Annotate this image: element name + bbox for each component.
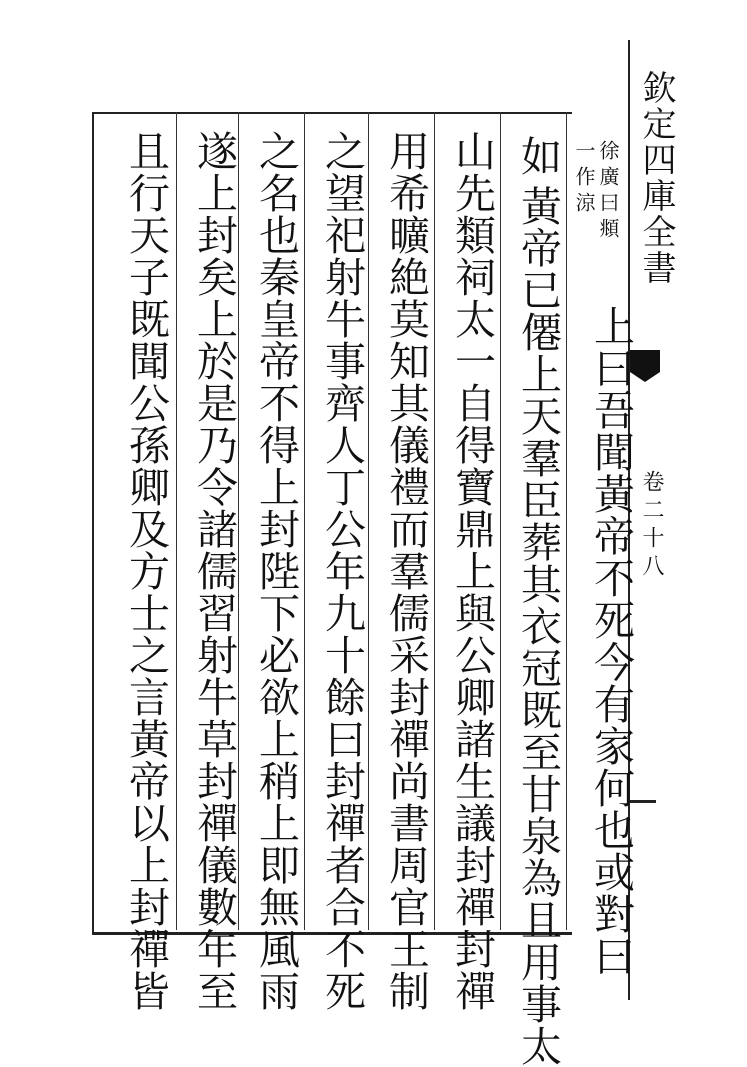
book-title: 欽定四庫全書: [636, 70, 676, 286]
volume-label: 卷二十八: [639, 470, 664, 582]
annotation-note-a: 徐廣曰頫: [596, 140, 620, 244]
column-7-text: 遂上封矣上於是乃令諸儒習射牛草封禪儀數年至: [190, 130, 238, 1012]
annotation-note-b: 一作涼: [572, 140, 596, 218]
column-1-text: 上曰吾聞黃帝不死今有家何也或對曰: [587, 305, 635, 977]
column-3-text: 山先類祠太一自得寶鼎上與公卿諸生議封禪封禪: [448, 130, 496, 1012]
column-2-text: 黃帝已僊上天羣臣葬其衣冠既至甘泉為且用事太: [514, 185, 562, 1067]
column-rule: [368, 112, 369, 930]
column-8-text: 且行天子既聞公孫卿及方士之言黃帝以上封禪皆: [122, 130, 170, 1012]
column-rule: [500, 112, 501, 930]
column-rule: [304, 112, 305, 930]
column-rule: [176, 112, 177, 930]
column-6-text: 之名也秦皇帝不得上封陛下必欲上稍上即無風雨: [252, 130, 300, 1012]
column-5-text: 之望祀射牛事齊人丁公年九十餘曰封禪者合不死: [318, 130, 366, 1012]
column-1-prefix: 如: [514, 135, 562, 177]
column-rule: [566, 112, 567, 930]
column-rule: [434, 112, 435, 930]
column-4-text: 用希曠絶莫知其儀禮而羣儒采封禪尚書周官王制: [382, 130, 430, 1012]
